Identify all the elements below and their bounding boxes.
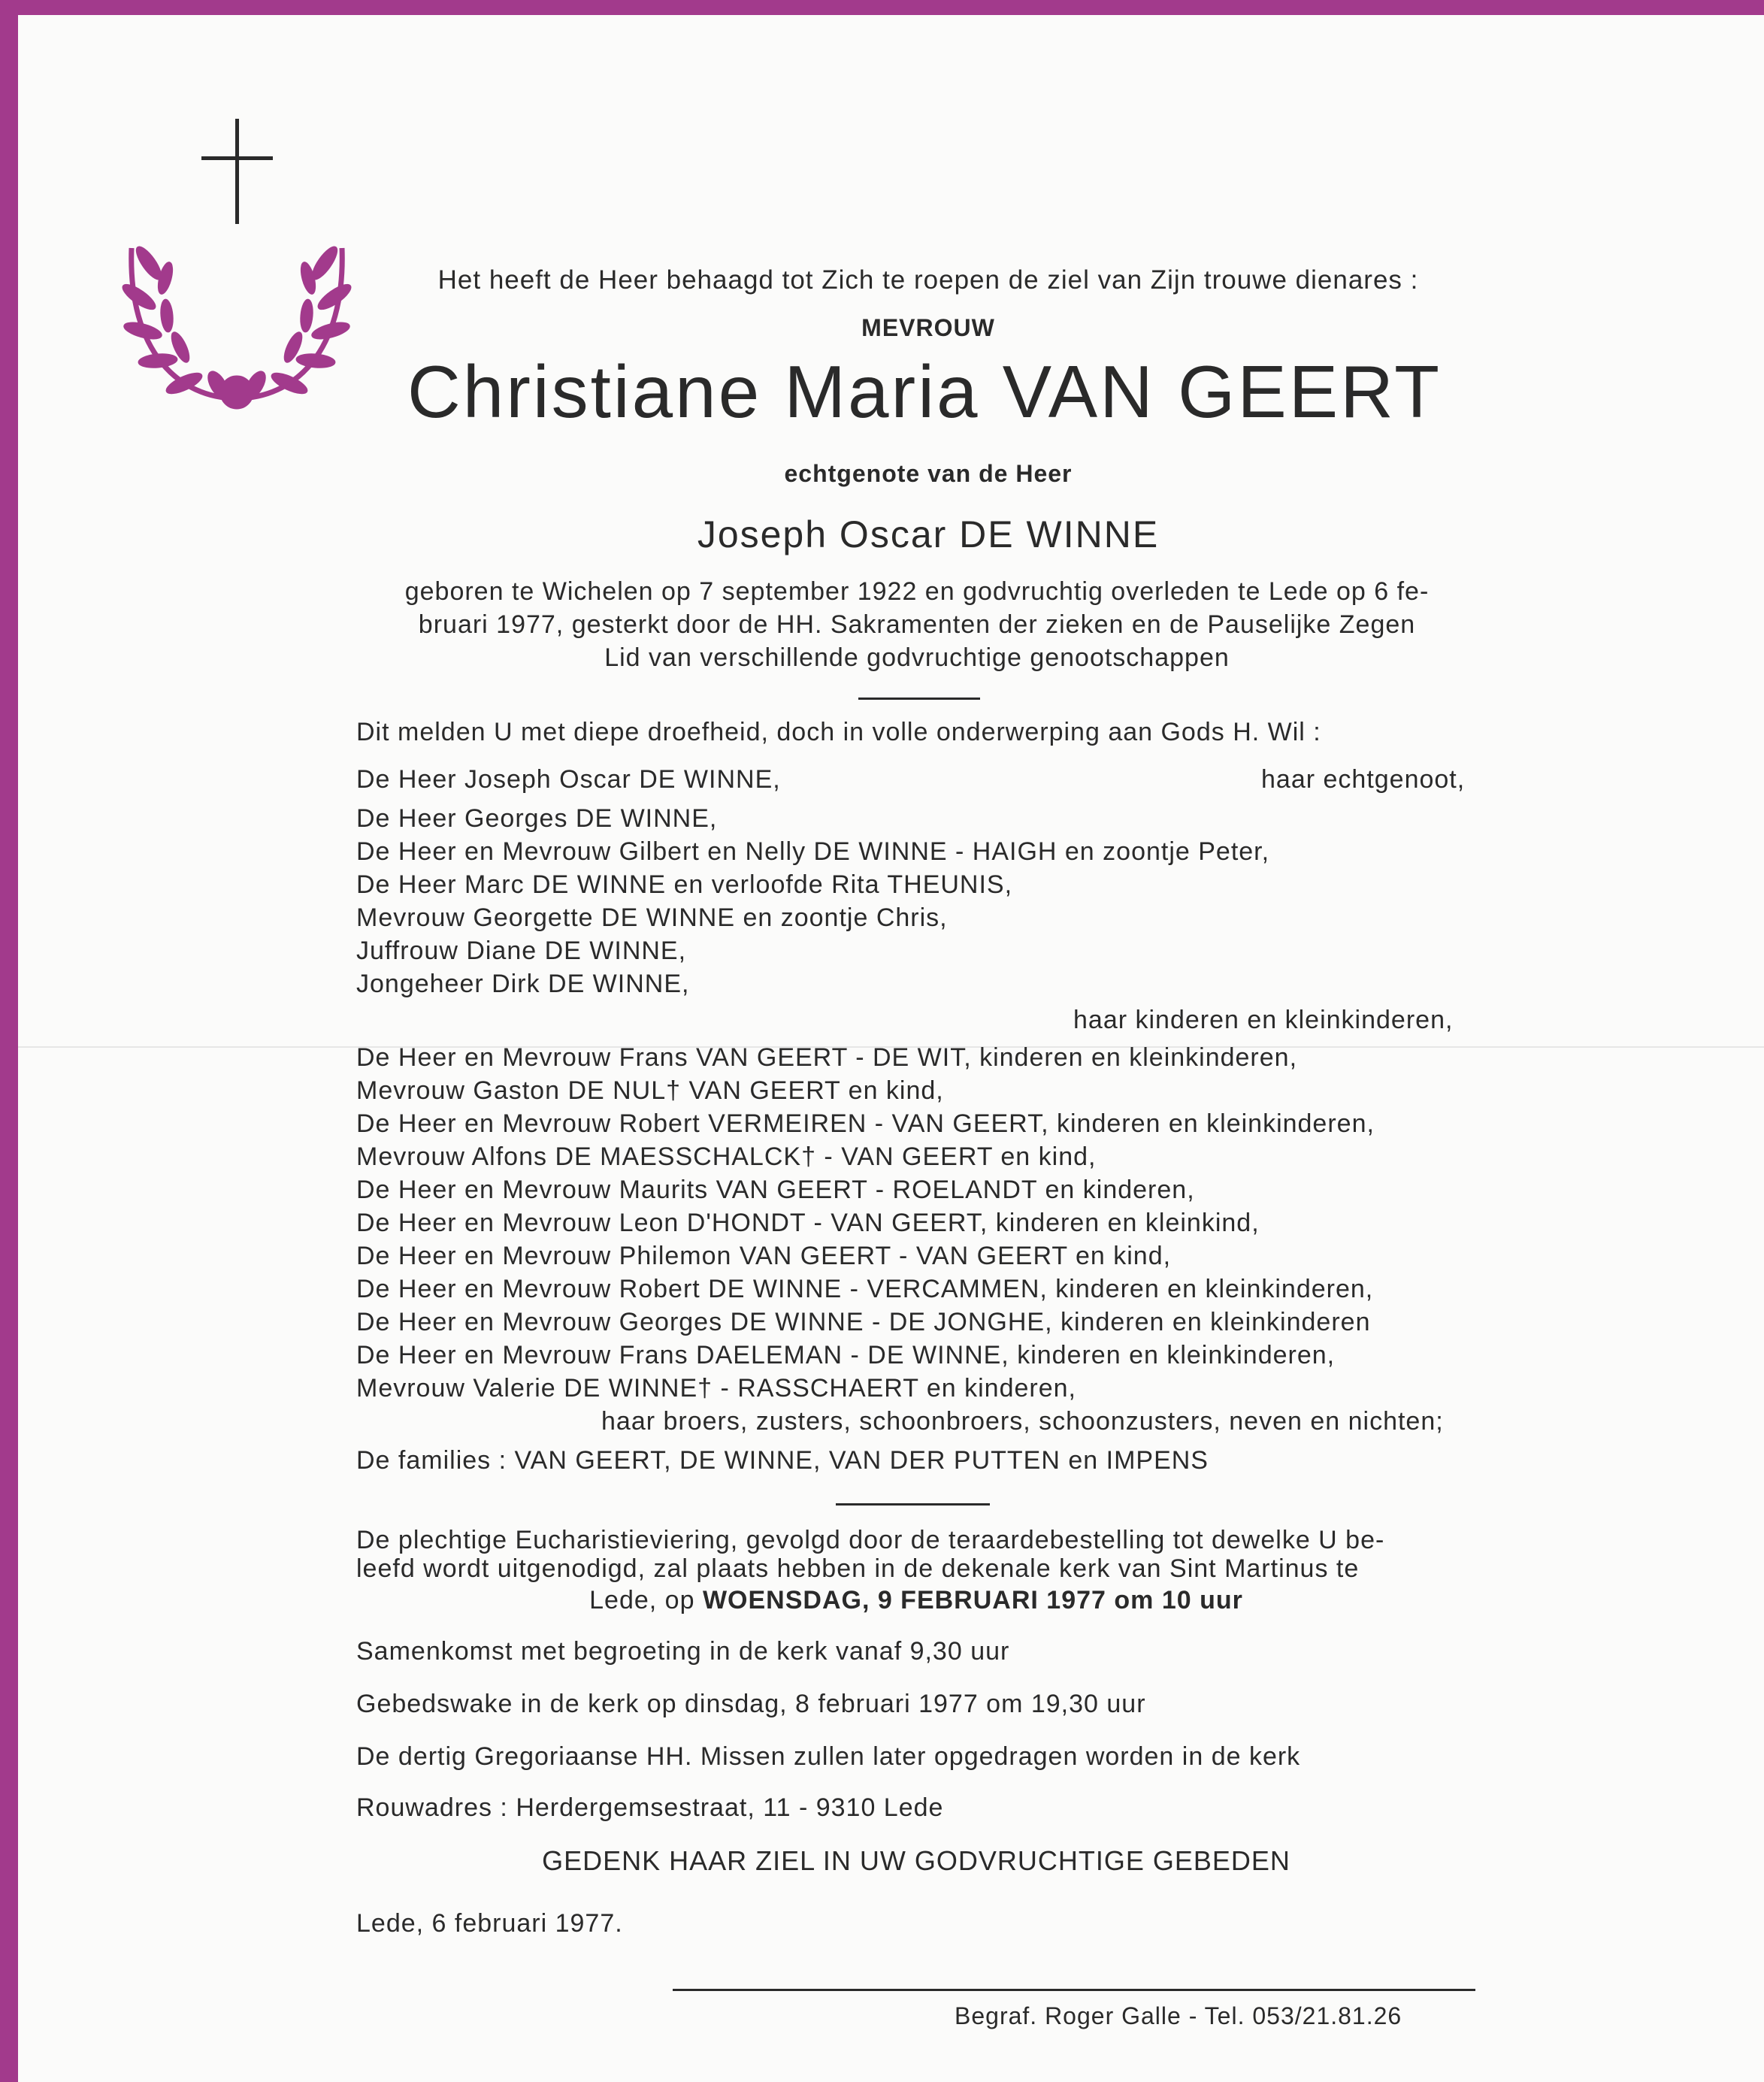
- deceased-name: Christiane Maria VAN GEERT: [407, 350, 1442, 433]
- family-line: De Heer Georges DE WINNE,: [356, 804, 718, 833]
- service-date-line: [356, 1586, 1476, 1615]
- title-line: MEVROUW: [861, 314, 995, 341]
- siblings-role: haar broers, zusters, schoonbroers, schoonzusters, neven en nichten;: [601, 1407, 1444, 1436]
- divider: [858, 698, 980, 700]
- family-line: De Heer en Mevrouw Robert DE WINNE - VERCAMMEN, kinderen en kleinkinderen,: [356, 1275, 1374, 1303]
- family-line: De Heer Marc DE WINNE en verloofde Rita THEUNIS,: [356, 870, 1013, 899]
- service-line: leefd wordt uitgenodigd, zal plaats hebben in de dekenale kerk van Sint Martinus te: [356, 1554, 1360, 1583]
- intro-line: Het heeft de Heer behaagd tot Zich te roepen de ziel van Zijn trouwe dienares :: [437, 265, 1419, 295]
- family-line: De Heer en Mevrouw Maurits VAN GEERT - ROELANDT en kinderen,: [356, 1176, 1195, 1204]
- family-line: Mevrouw Valerie DE WINNE† - RASSCHAERT en kinderen,: [356, 1374, 1076, 1403]
- meeting-line: Samenkomst met begroeting in de kerk vanaf 9,30 uur: [356, 1637, 1010, 1666]
- divider: [836, 1503, 990, 1506]
- footer-undertaker: Begraf. Roger Galle - Tel. 053/21.81.26: [955, 2002, 1402, 2029]
- bio-line: bruari 1977, gesterkt door de HH. Sakramenten der zieken en de Pauselijke Zegen: [418, 610, 1416, 639]
- top-border: [0, 0, 1764, 15]
- spouse-name: Joseph Oscar DE WINNE: [697, 513, 1160, 555]
- service-date: WOENSDAG, 9 FEBRUARI 1977 om 10 uur: [702, 1586, 1243, 1614]
- wreath-icon: [120, 244, 355, 409]
- family-line: Mevrouw Alfons DE MAESSCHALCK† - VAN GEERT en kind,: [356, 1142, 1097, 1171]
- family-line: De Heer en Mevrouw Frans VAN GEERT - DE WIT, kinderen en kleinkinderen,: [356, 1043, 1298, 1072]
- family-line: Juffrouw Diane DE WINNE,: [356, 937, 687, 965]
- family-line: De Heer en Mevrouw Georges DE WINNE - DE JONGHE, kinderen en kleinkinderen: [356, 1308, 1371, 1336]
- bio-line: geboren te Wichelen op 7 september 1922 en godvruchtig overleden te Lede op 6 fe-: [404, 577, 1430, 606]
- family-line: De Heer en Mevrouw Leon D'HONDT - VAN GEERT, kinderen en kleinkind,: [356, 1209, 1260, 1237]
- masses-line: De dertig Gregoriaanse HH. Missen zullen later opgedragen worden in de kerk: [356, 1742, 1301, 1771]
- family-line: De Heer en Mevrouw Gilbert en Nelly DE WINNE - HAIGH en zoontje Peter,: [356, 837, 1270, 866]
- service-line: De plechtige Eucharistieviering, gevolgd door de teraardebestelling tot dewelke U be-: [356, 1526, 1385, 1554]
- spouse-label: echtgenote van de Heer: [784, 460, 1073, 487]
- prayer-line: GEDENK HAAR ZIEL IN UW GODVRUCHTIGE GEBEDEN: [542, 1845, 1290, 1876]
- cross-icon: [201, 119, 273, 224]
- address-line: Rouwadres : Herdergemsestraat, 11 - 9310 Lede: [356, 1793, 944, 1822]
- vigil-line: Gebedswake in de kerk op dinsdag, 8 februari 1977 om 19,30 uur: [356, 1690, 1146, 1718]
- bio-line: Lid van verschillende godvruchtige genootschappen: [604, 643, 1230, 672]
- family-line: De Heer en Mevrouw Philemon VAN GEERT - VAN GEERT en kind,: [356, 1242, 1172, 1270]
- family-line: De Heer en Mevrouw Frans DAELEMAN - DE WINNE, kinderen en kleinkinderen,: [356, 1341, 1336, 1369]
- date-line: Lede, 6 februari 1977.: [356, 1909, 623, 1938]
- husband-name: De Heer Joseph Oscar DE WINNE,: [356, 765, 781, 794]
- families-line: De families : VAN GEERT, DE WINNE, VAN DER PUTTEN en IMPENS: [356, 1446, 1209, 1475]
- family-line: De Heer en Mevrouw Robert VERMEIREN - VAN GEERT, kinderen en kleinkinderen,: [356, 1109, 1375, 1138]
- children-role: haar kinderen en kleinkinderen,: [1073, 1006, 1454, 1034]
- left-border: [0, 0, 18, 2082]
- footer-rule: [673, 1989, 1475, 1991]
- announce-line: Dit melden U met diepe droefheid, doch in volle onderwerping aan Gods H. Wil :: [356, 718, 1321, 746]
- family-line: Jongeheer Dirk DE WINNE,: [356, 970, 690, 998]
- service-prefix: Lede, op: [589, 1586, 703, 1614]
- cross-wreath-icon: [113, 113, 361, 413]
- family-line: Mevrouw Georgette DE WINNE en zoontje Chris,: [356, 903, 948, 932]
- family-line: Mevrouw Gaston DE NUL† VAN GEERT en kind,: [356, 1076, 944, 1105]
- husband-role: haar echtgenoot,: [1261, 765, 1466, 794]
